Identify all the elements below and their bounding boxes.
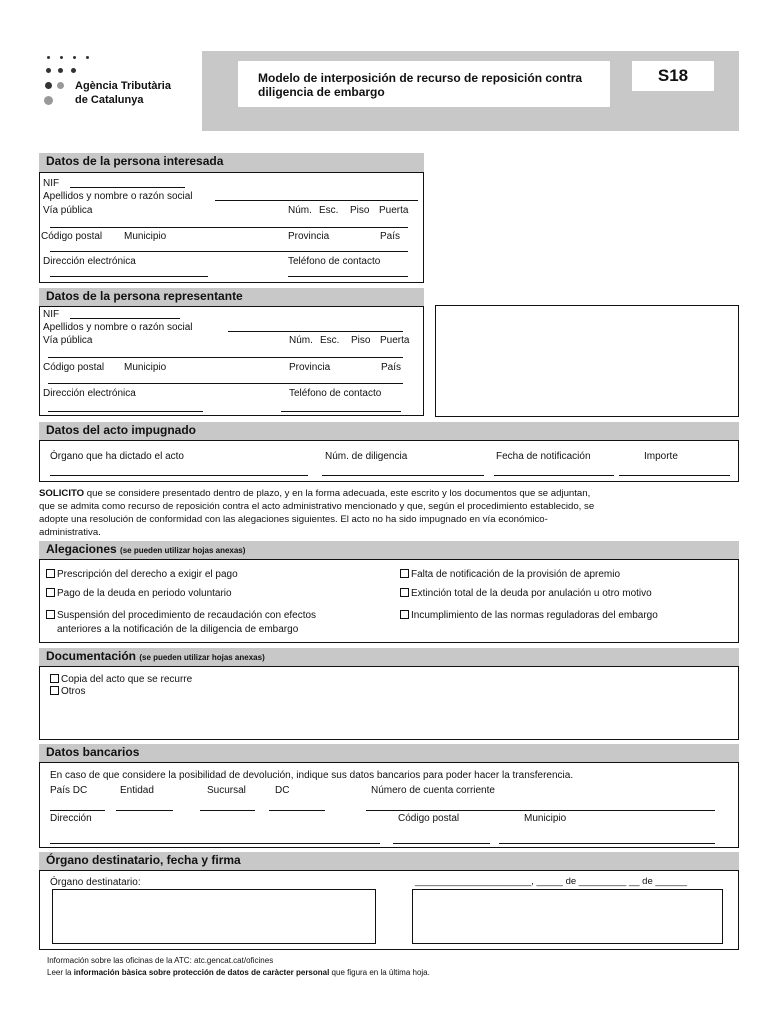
bancarios-cuenta-field[interactable] [366, 810, 715, 811]
interesada-cp-field[interactable] [50, 251, 408, 252]
footer-line1: Información sobre las oficinas de la ATC: atc.gencat.cat/oficines [47, 956, 274, 965]
section-documentacion-title [39, 648, 739, 666]
bancarios-dc-field[interactable] [269, 810, 325, 811]
alegacion-item-pago[interactable] [46, 588, 232, 599]
acto-organo-field[interactable] [50, 475, 308, 476]
interesada-cp-label: Código postal [41, 231, 103, 242]
alegaciones-note: (se pueden utilizar hojas anexas) [120, 546, 246, 555]
bancarios-municipio-field[interactable] [499, 843, 715, 844]
interesada-direccion-label: Dirección electrónica [43, 256, 136, 267]
documentacion-item-otros[interactable] [50, 686, 85, 697]
interesada-apellidos-field[interactable] [215, 200, 418, 201]
alegacion-label: Incumplimiento de las normas reguladoras del embargo [411, 610, 658, 621]
fecha-line[interactable]: ______________________, _____ de _________ __ de ______ [415, 876, 688, 887]
checkbox-icon[interactable] [46, 569, 55, 578]
alegaciones-title: Alegaciones [46, 542, 117, 556]
acto-diligencia-field[interactable] [322, 475, 484, 476]
representante-apellidos-field[interactable] [228, 331, 403, 332]
bancarios-dc-label: DC [275, 785, 290, 796]
documentacion-label: Copia del acto que se recurre [61, 674, 193, 685]
bancarios-entidad-label: Entidad [120, 785, 154, 796]
section-alegaciones-title [39, 541, 739, 559]
footer-line2-pre: Leer la [47, 968, 74, 977]
title-box [238, 61, 610, 107]
footer-line2 [47, 967, 430, 978]
interesada-nif-label: NIF [43, 178, 60, 189]
bancarios-sucursal-field[interactable] [200, 810, 255, 811]
interesada-direccion-field[interactable] [50, 276, 208, 277]
alegacion-label: Suspensión del procedimiento de recaudación con efectos [57, 610, 317, 621]
checkbox-icon[interactable] [400, 569, 409, 578]
logo-dot-icon [58, 68, 63, 73]
checkbox-icon[interactable] [50, 686, 59, 695]
interesada-via-label: Vía pública [43, 205, 93, 216]
bancarios-municipio-label: Municipio [524, 813, 567, 824]
interesada-apellidos-label: Apellidos y nombre o razón social [43, 191, 193, 202]
logo-dot-icon [44, 96, 53, 105]
representante-nif-field[interactable] [70, 318, 180, 319]
acto-fecha-label: Fecha de notificación [496, 451, 591, 462]
alegacion-item-extincion[interactable] [400, 588, 652, 599]
bancarios-direccion-label: Dirección [50, 813, 92, 824]
logo-dot-icon [47, 56, 50, 59]
documentacion-item-copia[interactable] [50, 674, 192, 685]
representante-provincia-label: Provincia [289, 362, 331, 373]
bancarios-entidad-field[interactable] [116, 810, 173, 811]
form-code: S18 [632, 61, 714, 91]
section-representante-title: Datos de la persona representante [39, 288, 424, 306]
alegacion-item-suspension[interactable] [46, 610, 316, 621]
documentacion-label: Otros [61, 686, 86, 697]
logo-dot-icon [71, 68, 76, 73]
representante-num-label: Núm. [289, 335, 313, 346]
representante-telefono-field[interactable] [281, 411, 401, 412]
representante-cp-label: Código postal [43, 362, 105, 373]
organo-destinatario-field[interactable] [52, 889, 376, 944]
logo-text-line1: Agència Tributària [75, 80, 171, 92]
checkbox-icon[interactable] [400, 610, 409, 619]
representante-via-label: Vía pública [43, 335, 93, 346]
alegacion-label: Pago de la deuda en periodo voluntario [57, 588, 232, 599]
bancarios-paisdc-field[interactable] [50, 810, 105, 811]
alegacion-label: Falta de notificación de la provisión de apremio [411, 569, 621, 580]
section-bancarios-title: Datos bancarios [39, 744, 739, 762]
interesada-telefono-field[interactable] [288, 276, 408, 277]
logo-dot-icon [60, 56, 63, 59]
alegacion-item-incumplimiento[interactable] [400, 610, 658, 621]
solicito-line1 [39, 488, 590, 499]
logo-dot-icon [57, 82, 64, 89]
solicito-line1-text: que se considere presentado dentro de plazo, y en la forma adecuada, este escrito y los documentos que se adjuntan, [84, 488, 591, 499]
form-title-line1: Modelo de interposición de recurso de reposición contra [258, 71, 583, 85]
interesada-esc-label: Esc. [319, 205, 339, 216]
logo-text-line2: de Catalunya [75, 94, 144, 106]
acto-importe-field[interactable] [619, 475, 730, 476]
representante-esc-label: Esc. [320, 335, 340, 346]
bancarios-cp-field[interactable] [393, 843, 490, 844]
checkbox-icon[interactable] [400, 588, 409, 597]
footer-line2-post: que figura en la última hoja. [329, 968, 430, 977]
documentacion-title: Documentación [46, 649, 137, 663]
checkbox-icon[interactable] [46, 610, 55, 619]
interesada-nif-field[interactable] [70, 187, 185, 188]
form-title-line2: diligencia de embargo [258, 85, 385, 99]
logo-dot-icon [73, 56, 76, 59]
solicito-line3: adopte una resolución de conformidad con las alegaciones siguientes. El acto no ha sido impugnado en vía económico- [39, 514, 548, 525]
representante-pais-label: País [381, 362, 402, 373]
bancarios-cp-label: Código postal [398, 813, 460, 824]
interesada-num-label: Núm. [288, 205, 312, 216]
representante-piso-label: Piso [351, 335, 371, 346]
alegacion-item-suspension-cont: anteriores a la notificación de la diligencia de embargo [57, 624, 299, 635]
representante-direccion-label: Dirección electrónica [43, 388, 136, 399]
organo-label: Órgano destinatario: [50, 877, 141, 888]
section-acto-title: Datos del acto impugnado [39, 422, 739, 440]
interesada-pais-label: País [380, 231, 401, 242]
bancarios-sucursal-label: Sucursal [207, 785, 246, 796]
interesada-provincia-label: Provincia [288, 231, 330, 242]
solicito-bold: SOLICITO [39, 488, 85, 499]
acto-importe-label: Importe [644, 451, 678, 462]
logo-dot-icon [46, 68, 51, 73]
representante-apellidos-label: Apellidos y nombre o razón social [43, 322, 193, 333]
documentacion-note: (se pueden utilizar hojas anexas) [139, 653, 265, 662]
checkbox-icon[interactable] [50, 674, 59, 683]
logo-dot-icon [45, 82, 52, 89]
firma-field[interactable] [412, 889, 723, 944]
interesada-via-field[interactable] [50, 227, 408, 228]
acto-diligencia-label: Núm. de diligencia [325, 451, 408, 462]
acto-organo-label: Órgano que ha dictado el acto [50, 451, 184, 462]
representante-nif-label: NIF [43, 309, 60, 320]
section-organo-title: Órgano destinatario, fecha y firma [39, 852, 739, 870]
representante-puerta-label: Puerta [380, 335, 410, 346]
alegacion-label: Extinción total de la deuda por anulación u otro motivo [411, 588, 652, 599]
alegacion-item-falta[interactable] [400, 569, 620, 580]
representante-direccion-field[interactable] [48, 411, 203, 412]
solicito-line2: que se admita como recurso de reposición contra el acto administrativo mencionado y que, según el procedimiento establecido, se [39, 501, 595, 512]
interesada-municipio-label: Municipio [124, 231, 167, 242]
footer-line2-bold[interactable]: información bàsica sobre protección de datos de caràcter personal [73, 968, 330, 977]
bancarios-paisdc-label: País DC [50, 785, 88, 796]
representante-cp-field[interactable] [48, 383, 403, 384]
checkbox-icon[interactable] [46, 588, 55, 597]
interesada-puerta-label: Puerta [379, 205, 409, 216]
representante-telefono-label: Teléfono de contacto [289, 388, 382, 399]
interesada-piso-label: Piso [350, 205, 370, 216]
logo-dot-icon [86, 56, 89, 59]
acto-fecha-field[interactable] [494, 475, 614, 476]
solicito-line4: administrativa. [39, 527, 101, 538]
bancarios-direccion-field[interactable] [50, 843, 380, 844]
representante-via-field[interactable] [48, 357, 403, 358]
bancarios-cuenta-label: Número de cuenta corriente [371, 785, 495, 796]
interesada-telefono-label: Teléfono de contacto [288, 256, 381, 267]
bancarios-intro: En caso de que considere la posibilidad de devolución, indique sus datos bancarios para poder hacer la transferencia. [50, 770, 574, 781]
stamp-box[interactable] [435, 305, 739, 417]
representante-municipio-label: Municipio [124, 362, 167, 373]
section-interesada-title: Datos de la persona interesada [39, 153, 424, 172]
alegacion-item-prescripcion[interactable] [46, 569, 238, 580]
alegacion-label: Prescripción del derecho a exigir el pago [57, 569, 238, 580]
